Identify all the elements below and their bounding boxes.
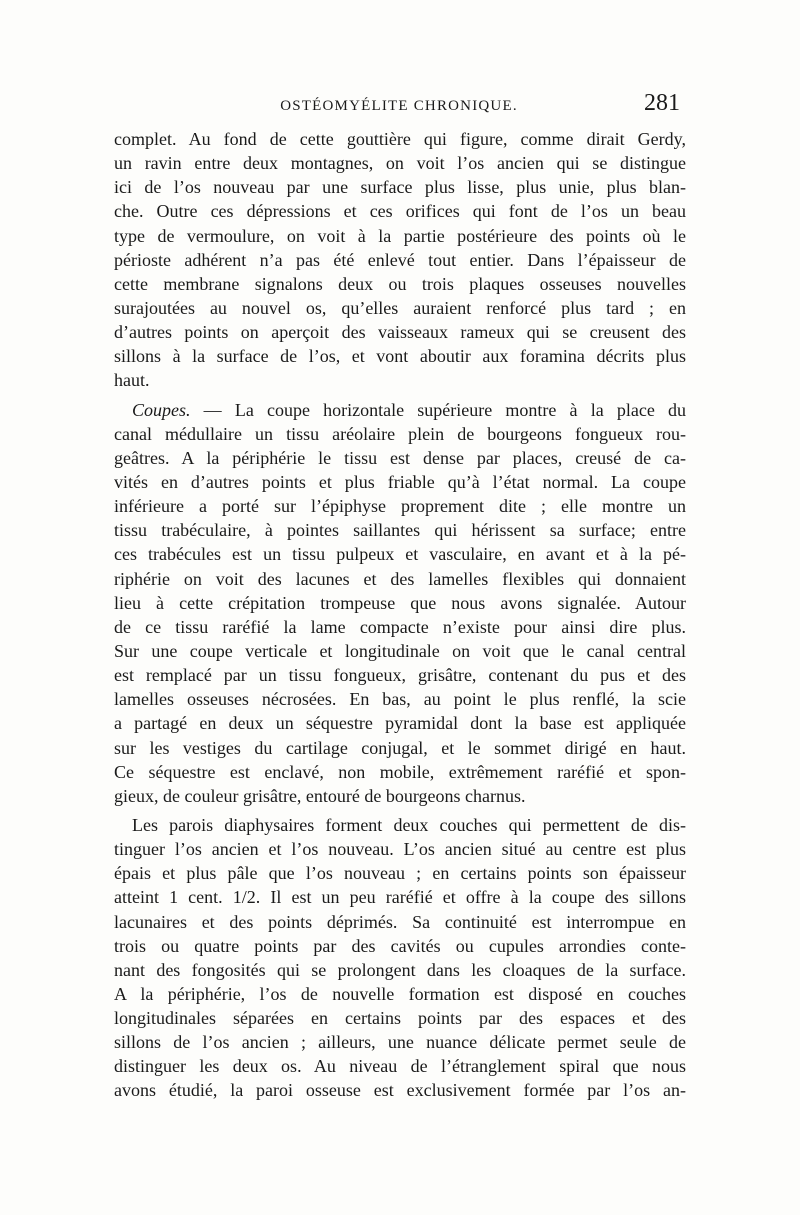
section-heading: Coupes. <box>132 399 191 420</box>
text-line: ces trabécules est un tissu pulpeux et vasculaire, en avant et à la pé- <box>114 544 686 565</box>
text-line: geâtres. A la périphérie le tissu est dense par places, creusé de ca- <box>114 447 686 468</box>
text-line: Les parois diaphysaires forment deux couches qui permettent de dis- <box>132 814 686 835</box>
text-line: d’autres points on aperçoit des vaisseaux rameux qui se creusent des <box>114 322 686 343</box>
text-line: A la périphérie, l’os de nouvelle formation est disposé en couches <box>114 983 686 1004</box>
body-text <box>114 127 686 1103</box>
text-line: de ce tissu raréfié la lame compacte n’existe pour ainsi dire plus. <box>114 616 686 637</box>
text-line: tissu trabéculaire, à pointes saillantes qui hérissent sa surface; entre <box>114 520 686 541</box>
text-line: lamelles osseuses nécrosées. En bas, au point le plus renflé, la scie <box>114 689 686 710</box>
text-line: sur les vestiges du cartilage conjugal, et le sommet dirigé en haut. <box>114 737 686 758</box>
text-line: riphérie on voit des lacunes et des lamelles flexibles qui donnaient <box>114 568 686 589</box>
text-line: tinguer l’os ancien et l’os nouveau. L’os ancien situé au centre est plus <box>114 839 686 860</box>
paragraph-2 <box>114 398 686 808</box>
text-line: lacunaires et des points déprimés. Sa continuité est interrompue en <box>114 911 686 932</box>
running-head <box>114 90 684 120</box>
text-line: gieux, de couleur grisâtre, entouré de bourgeons charnus. <box>114 785 526 806</box>
text-line-rest: — La coupe horizontale supérieure montre à la place du <box>203 399 686 420</box>
text-line: avons étudié, la paroi osseuse est exclusivement formée par l’os an- <box>114 1080 686 1101</box>
paragraph-3 <box>114 813 686 1103</box>
text-line: haut. <box>114 370 150 391</box>
text-line: épais et plus pâle que l’os nouveau ; en certains points son épaisseur <box>114 863 686 884</box>
text-line: nant des fongosités qui se prolongent dans les cloaques de la surface. <box>114 959 686 980</box>
text-line: complet. Au fond de cette gouttière qui figure, comme dirait Gerdy, <box>114 129 686 149</box>
text-line: périoste adhérent n’a pas été enlevé tout entier. Dans l’épaisseur de <box>114 249 686 270</box>
text-line: trois ou quatre points par des cavités ou cupules arrondies conte- <box>114 935 686 956</box>
text-line: type de vermoulure, on voit à la partie postérieure des points où le <box>114 225 686 246</box>
text-line: canal médullaire un tissu aréolaire plein de bourgeons fongueux rou- <box>114 423 686 444</box>
text-line: surajoutées au nouvel os, qu’elles auraient renforcé plus tard ; en <box>114 297 686 318</box>
text-line: un ravin entre deux montagnes, on voit l’os ancien qui se distingue <box>114 153 686 174</box>
text-line: Sur une coupe verticale et longitudinale on voit que le canal central <box>114 640 686 661</box>
text-line: ici de l’os nouveau par une surface plus lisse, plus unie, plus blan- <box>114 177 686 198</box>
text-line: Ce séquestre est enclavé, non mobile, extrêmement raréfié et spon- <box>114 761 686 782</box>
text-line: che. Outre ces dépressions et ces orifices qui font de l’os un beau <box>114 201 686 222</box>
page-number: 281 <box>644 90 680 116</box>
paragraph-1 <box>114 127 686 393</box>
text-line: longitudinales séparées en certains points par des espaces et des <box>114 1008 686 1029</box>
text-line: distinguer les deux os. Au niveau de l’étranglement spiral que nous <box>114 1056 686 1077</box>
text-line: sillons de l’os ancien ; ailleurs, une nuance délicate permet seule de <box>114 1032 686 1053</box>
text-line: lieu à cette crépitation trompeuse que nous avons signalée. Autour <box>114 592 686 613</box>
text-line: atteint 1 cent. 1/2. Il est un peu raréfié et offre à la coupe des sillons <box>114 887 686 908</box>
text-line: cette membrane signalons deux ou trois plaques osseuses nouvelles <box>114 273 686 294</box>
text-line: vités en d’autres points et plus friable qu’à l’état normal. La coupe <box>114 471 686 492</box>
text-line: sillons à la surface de l’os, et vont aboutir aux foramina décrits plus <box>114 346 686 367</box>
text-line-first <box>114 398 686 422</box>
text-line: inférieure a porté sur l’épiphyse proprement dite ; elle montre un <box>114 496 686 517</box>
running-title: OSTÉOMYÉLITE CHRONIQUE. <box>280 98 518 114</box>
text-line: est remplacé par un tissu fongueux, grisâtre, contenant du pus et des <box>114 665 686 686</box>
text-line: a partagé en deux un séquestre pyramidal dont la base est appliquée <box>114 713 686 734</box>
